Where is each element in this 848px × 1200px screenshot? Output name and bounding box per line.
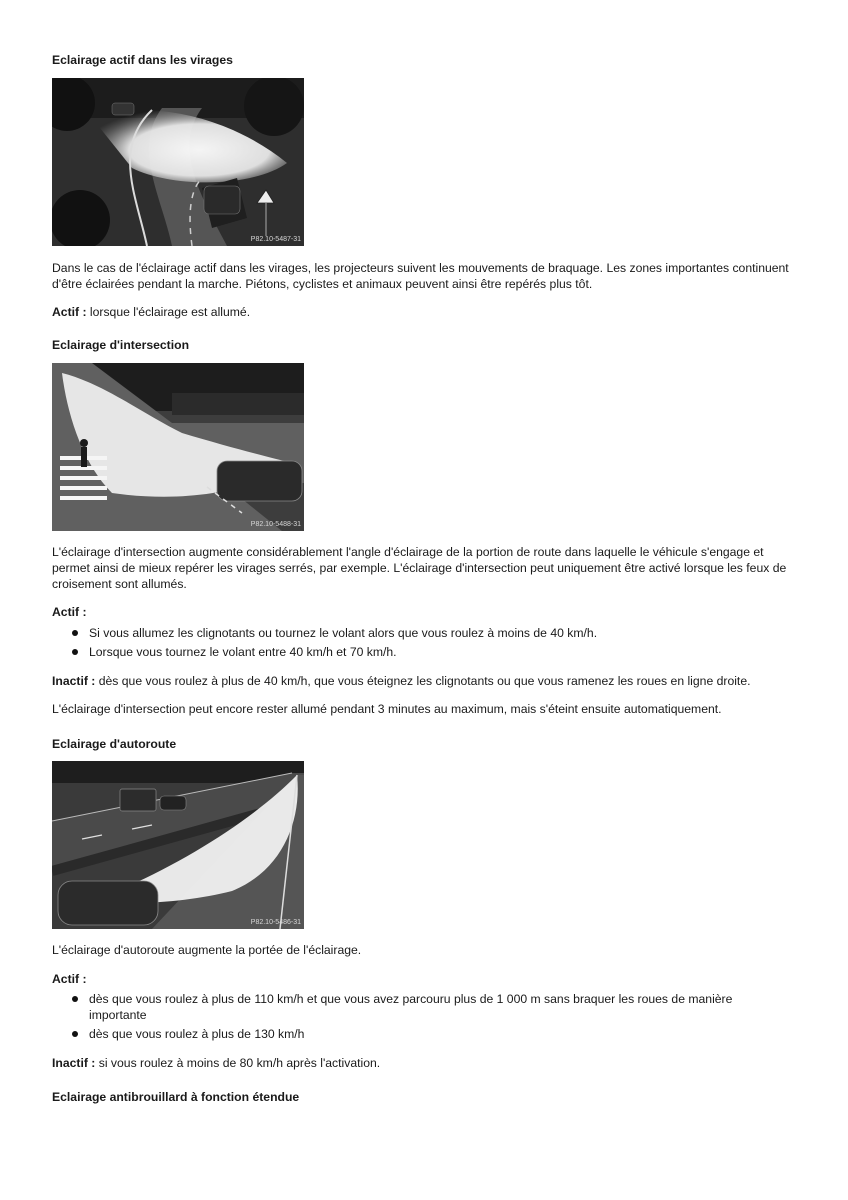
curve-lighting-description: Dans le cas de l'éclairage actif dans les virages, les projecteurs suivent les mouvements de braquage. Les zones importantes continuent d'être éclairées pendant la marche. Piétons, cyclistes et animaux peuvent ainsi être repérés plus tôt. (52, 261, 789, 291)
motorway-active-label: Actif : (52, 972, 87, 986)
curve-lighting-illustration (52, 78, 304, 246)
bullet-text: dès que vous roulez à plus de 110 km/h et que vous avez parcouru plus de 1 000 m sans braquer les roues de manière importante (89, 992, 733, 1022)
bullet-icon (72, 996, 78, 1002)
bullet-text: Si vous allumez les clignotants ou tournez le volant alors que vous roulez à moins de 40 km/h. (89, 626, 598, 640)
figure-reference-intersection: P82.10-5488-31 (250, 521, 301, 528)
bullet-icon (72, 649, 78, 655)
bullet-text: dès que vous roulez à plus de 130 km/h (89, 1027, 305, 1041)
motorway-lighting-image (52, 761, 304, 929)
bullet-text: Lorsque vous tournez le volant entre 40 km/h et 70 km/h. (89, 645, 397, 659)
active-label: Actif : (52, 305, 87, 319)
intersection-active-label: Actif : (52, 605, 87, 619)
heading-intersection-lighting: Eclairage d'intersection (52, 338, 190, 352)
intersection-lighting-image (52, 363, 304, 531)
bullet-icon (72, 630, 78, 636)
motorway-inactive (52, 1055, 797, 1071)
inactive-label: Inactif : (52, 674, 96, 688)
figure-reference-motorway: P82.10-5486-31 (250, 919, 301, 926)
curve-lighting-active (52, 304, 797, 320)
active-text: lorsque l'éclairage est allumé. (86, 305, 251, 319)
intersection-note: L'éclairage d'intersection peut encore rester allumé pendant 3 minutes au maximum, mais s'éteint ensuite automatiquement. (52, 702, 722, 716)
inactive-text: si vous roulez à moins de 80 km/h après l'activation. (95, 1056, 381, 1070)
inactive-text: dès que vous roulez à plus de 40 km/h, que vous éteignez les clignotants ou que vous ramenez les roues en ligne droite. (95, 674, 751, 688)
intersection-lighting-description: L'éclairage d'intersection augmente considérablement l'angle d'éclairage de la portion de route dans laquelle le véhicule s'engage et permet ainsi de mieux repérer les virages serrés, par exemple. L'éclairage d'intersection peut uniquement être activé lorsque les feux de croisement sont allumés. (52, 545, 787, 591)
heading-curve-lighting: Eclairage actif dans les virages (52, 53, 233, 67)
inactive-label: Inactif : (52, 1056, 96, 1070)
heading-motorway-lighting: Eclairage d'autoroute (52, 737, 177, 751)
motorway-lighting-description: L'éclairage d'autoroute augmente la portée de l'éclairage. (52, 943, 362, 957)
intersection-lighting-illustration (52, 363, 304, 531)
bullet-icon (72, 1031, 78, 1037)
motorway-lighting-illustration (52, 761, 304, 929)
curve-lighting-image (52, 78, 304, 246)
heading-fog-lighting: Eclairage antibrouillard à fonction étendue (52, 1090, 300, 1104)
intersection-inactive (52, 673, 797, 689)
figure-reference-curve: P82.10-5487-31 (250, 236, 301, 243)
